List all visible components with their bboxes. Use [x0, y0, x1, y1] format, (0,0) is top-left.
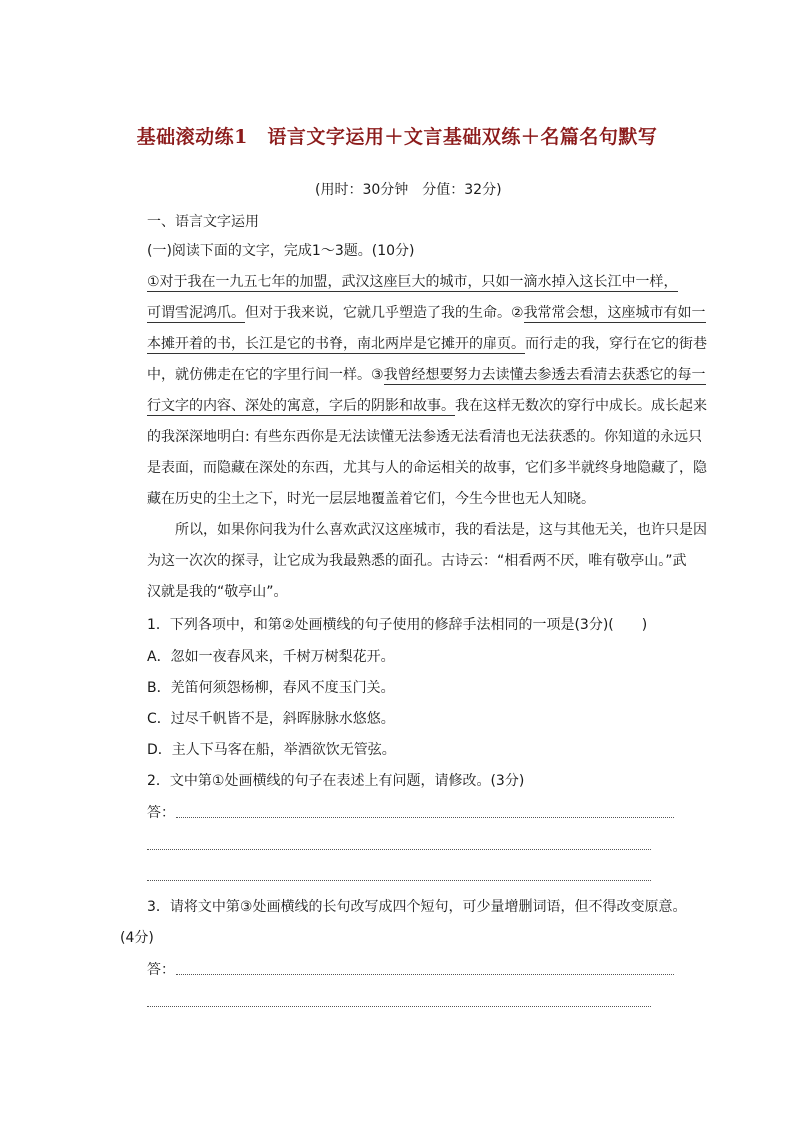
question-1-stem: 1．下列各项中，和第②处画横线的句子使用的修辞手法相同的一项是(3分)( ): [147, 617, 648, 633]
passage-line: 是表面，而隐藏在深处的东西，尤其与人的命运相关的故事，它们多半就终身地隐藏了，隐: [147, 460, 707, 476]
passage-line: [147, 365, 706, 385]
option-d[interactable]: D．主人下马客在船，举酒欲饮无管弦。: [147, 742, 396, 758]
answer-label: 答：: [147, 962, 175, 978]
passage-text: 而行走的我，穿行在它的街巷: [525, 336, 707, 352]
passage-line: [147, 396, 707, 416]
underlined-sentence-2-end: 本摊开着的书，长江是它的书脊，南北两岸是它摊开的扉页。: [147, 336, 525, 352]
time-score-info: (用时：30分钟 分值：32分): [315, 182, 502, 198]
section-heading: 一、语言文字运用: [147, 214, 259, 230]
passage-line: [147, 303, 706, 323]
page-title: 基础滚动练1 语言文字运用＋文言基础双练＋名篇名句默写: [136, 126, 658, 148]
option-b[interactable]: B．羌笛何须怨杨柳，春风不度玉门关。: [147, 680, 395, 696]
passage-text: 中，就仿佛走在它的字里行间一样。③: [147, 367, 384, 383]
passage-text: 我在这样无数次的穿行中成长。成长起来: [455, 398, 707, 414]
passage-text: 但对于我来说，它就几乎塑造了我的生命。②: [245, 305, 524, 321]
answer-line[interactable]: [147, 849, 651, 850]
passage-line: 的我深深地明白: 有些东西你是无法读懂无法参透无法看清也无法获悉的。你知道的永远只: [147, 429, 703, 445]
underlined-sentence-1-end: 可谓雪泥鸿爪。: [147, 305, 245, 321]
answer-label: 答：: [147, 805, 175, 821]
option-c[interactable]: C．过尽千帆皆不是，斜晖脉脉水悠悠。: [147, 711, 395, 727]
option-a[interactable]: A．忽如一夜春风来，千树万树梨花开。: [147, 649, 395, 665]
passage-line: 藏在历史的尘土之下，时光一层层地覆盖着它们，今生今世也无人知晓。: [147, 491, 595, 507]
answer-line[interactable]: [176, 974, 674, 975]
question-2-stem: 2．文中第①处画横线的句子在表述上有问题，请修改。(3分): [147, 773, 525, 789]
passage-line: 汉就是我的“敬亭山”。: [147, 584, 288, 600]
underlined-sentence-3-end: 行文字的内容、深处的寓意，字后的阴影和故事。: [147, 398, 455, 414]
part-instruction: (一)阅读下面的文字，完成1～3题。(10分): [147, 243, 415, 259]
question-3-stem: 3．请将文中第③处画横线的长句改写成四个短句，可少量增删词语，但不得改变原意。: [147, 899, 687, 915]
answer-line[interactable]: [147, 880, 651, 881]
answer-line[interactable]: [176, 817, 674, 818]
underlined-sentence-2: 我常常会想，这座城市有如一: [523, 305, 706, 321]
passage-line: [147, 272, 678, 292]
passage-line: 为这一次次的探寻，让它成为我最熟悉的面孔。古诗云：“相看两不厌，唯有敬亭山。”武: [147, 553, 687, 569]
underlined-sentence-1: ①对于我在一九五七年的加盟，武汉这座巨大的城市，只如一滴水掉入这长江中一样，: [147, 274, 678, 290]
passage-line: [147, 334, 707, 354]
answer-line[interactable]: [147, 1006, 651, 1007]
underlined-sentence-3: 我曾经想要努力去读懂去参透去看清去获悉它的每一: [383, 367, 706, 383]
question-3-stem-score: (4分): [120, 930, 154, 946]
passage-line: 所以，如果你问我为什么喜欢武汉这座城市，我的看法是，这与其他无关，也许只是因: [175, 522, 707, 538]
